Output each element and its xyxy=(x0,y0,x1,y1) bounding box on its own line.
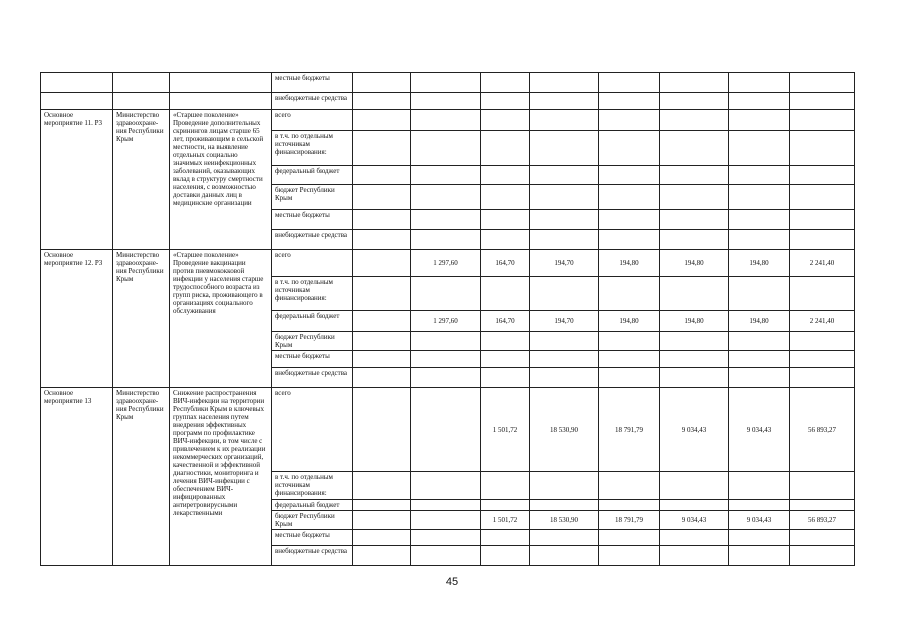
value-cell xyxy=(353,250,411,277)
value-cell xyxy=(481,277,530,311)
value-cell xyxy=(530,210,599,230)
value-cell xyxy=(411,131,481,166)
value-cell xyxy=(411,166,481,185)
value-cell xyxy=(530,351,599,368)
value-cell xyxy=(411,210,481,230)
value-cell xyxy=(729,93,790,110)
value-cell xyxy=(353,472,411,500)
value-cell: 18 791,79 xyxy=(599,511,660,530)
event-cell: Основное мероприятие 11. Р3 xyxy=(41,110,113,250)
value-cell: 194,80 xyxy=(599,311,660,332)
value-cell xyxy=(790,530,855,546)
value-cell xyxy=(411,73,481,93)
value-cell xyxy=(481,472,530,500)
value-cell xyxy=(353,388,411,472)
value-cell xyxy=(530,166,599,185)
funding-source-cell: внебюджетные средства xyxy=(272,368,353,388)
value-cell xyxy=(660,472,729,500)
value-cell xyxy=(790,131,855,166)
value-cell: 9 034,43 xyxy=(660,511,729,530)
value-cell xyxy=(790,472,855,500)
value-cell: 18 791,79 xyxy=(599,388,660,472)
value-cell xyxy=(790,500,855,511)
value-cell: 9 034,43 xyxy=(660,388,729,472)
value-cell xyxy=(353,311,411,332)
value-cell xyxy=(790,110,855,131)
value-cell: 2 241,40 xyxy=(790,250,855,277)
value-cell xyxy=(530,546,599,566)
value-cell: 18 530,90 xyxy=(530,388,599,472)
value-cell: 1 501,72 xyxy=(481,511,530,530)
funding-source-cell: федеральный бюджет xyxy=(272,500,353,511)
value-cell xyxy=(353,131,411,166)
funding-source-cell: всего xyxy=(272,110,353,131)
value-cell: 1 501,72 xyxy=(481,388,530,472)
value-cell xyxy=(599,230,660,250)
value-cell xyxy=(481,500,530,511)
value-cell xyxy=(530,332,599,351)
value-cell: 194,70 xyxy=(530,250,599,277)
value-cell: 194,80 xyxy=(660,311,729,332)
value-cell xyxy=(353,93,411,110)
value-cell xyxy=(481,131,530,166)
value-cell xyxy=(530,93,599,110)
value-cell xyxy=(729,332,790,351)
value-cell xyxy=(660,131,729,166)
value-cell xyxy=(353,277,411,311)
value-cell xyxy=(790,277,855,311)
value-cell xyxy=(411,332,481,351)
table-row xyxy=(41,73,855,93)
value-cell xyxy=(660,351,729,368)
value-cell xyxy=(353,351,411,368)
value-cell xyxy=(729,185,790,210)
value-cell xyxy=(660,210,729,230)
table-row xyxy=(41,250,855,277)
value-cell xyxy=(729,73,790,93)
value-cell xyxy=(599,73,660,93)
value-cell xyxy=(599,93,660,110)
value-cell xyxy=(599,530,660,546)
value-cell xyxy=(599,277,660,311)
value-cell: 1 297,60 xyxy=(411,250,481,277)
value-cell xyxy=(729,546,790,566)
value-cell xyxy=(353,511,411,530)
value-cell: 194,80 xyxy=(660,250,729,277)
value-cell xyxy=(599,166,660,185)
value-cell xyxy=(660,93,729,110)
value-cell xyxy=(530,73,599,93)
value-cell xyxy=(660,166,729,185)
executor-cell xyxy=(113,73,170,93)
value-cell xyxy=(411,500,481,511)
funding-source-cell: бюджет Республики Крым xyxy=(272,332,353,351)
funding-source-cell: бюджет Республики Крым xyxy=(272,185,353,210)
funding-source-cell: внебюджетные средства xyxy=(272,546,353,566)
value-cell xyxy=(790,546,855,566)
value-cell: 164,70 xyxy=(481,311,530,332)
value-cell xyxy=(481,332,530,351)
funding-source-cell: в т.ч. по отдельным источникам финансирования: xyxy=(272,472,353,500)
value-cell xyxy=(729,500,790,511)
value-cell xyxy=(729,351,790,368)
value-cell xyxy=(411,388,481,472)
value-cell xyxy=(660,530,729,546)
funding-source-cell: в т.ч. по отдельным источникам финансирования: xyxy=(272,131,353,166)
funding-source-cell: всего xyxy=(272,250,353,277)
value-cell xyxy=(729,472,790,500)
value-cell xyxy=(481,530,530,546)
value-cell xyxy=(353,110,411,131)
value-cell xyxy=(411,546,481,566)
funding-source-cell: федеральный бюджет xyxy=(272,311,353,332)
value-cell xyxy=(599,546,660,566)
value-cell xyxy=(530,472,599,500)
table-row xyxy=(41,388,855,472)
executor-cell: Министерство здравоохране-ния Республики Крым xyxy=(113,110,170,250)
value-cell: 194,80 xyxy=(729,311,790,332)
value-cell xyxy=(530,110,599,131)
value-cell xyxy=(411,230,481,250)
value-cell xyxy=(790,166,855,185)
executor-cell: Министерство здравоохране-ния Республики Крым xyxy=(113,388,170,566)
funding-source-cell: местные бюджеты xyxy=(272,210,353,230)
value-cell xyxy=(790,332,855,351)
value-cell xyxy=(481,185,530,210)
value-cell xyxy=(660,185,729,210)
value-cell xyxy=(599,368,660,388)
table-body xyxy=(41,73,855,566)
value-cell xyxy=(411,530,481,546)
value-cell xyxy=(790,73,855,93)
funding-source-cell: местные бюджеты xyxy=(272,73,353,93)
funding-source-cell: местные бюджеты xyxy=(272,351,353,368)
value-cell xyxy=(530,185,599,210)
value-cell: 1 297,60 xyxy=(411,311,481,332)
funding-source-cell: в т.ч. по отдельным источникам финансирования: xyxy=(272,277,353,311)
value-cell xyxy=(353,368,411,388)
value-cell xyxy=(729,166,790,185)
value-cell xyxy=(660,546,729,566)
value-cell xyxy=(790,368,855,388)
value-cell: 56 893,27 xyxy=(790,511,855,530)
description-cell: «Старшее поколение» Проведение дополнительных скринингов лицам старше 65 лет, проживающим в сельской местности, на выявление отдельных социально значимых неинфекционных заболеваний, оказывающих вклад в структуру смертности населения, с возможностью доставки данных лиц в медицинские организации xyxy=(170,110,272,250)
value-cell xyxy=(481,166,530,185)
value-cell xyxy=(353,500,411,511)
value-cell xyxy=(599,185,660,210)
event-cell xyxy=(41,93,113,110)
value-cell xyxy=(353,185,411,210)
value-cell xyxy=(729,368,790,388)
value-cell xyxy=(729,210,790,230)
value-cell: 18 530,90 xyxy=(530,511,599,530)
value-cell xyxy=(481,110,530,131)
value-cell xyxy=(353,230,411,250)
funding-source-cell: внебюджетные средства xyxy=(272,93,353,110)
description-cell: «Старшее поколение» Проведение вакцинации против пневмококковой инфекции у населения старше трудоспособного возраста из групп риска, проживающего в организациях социального обслуживания xyxy=(170,250,272,388)
value-cell xyxy=(729,230,790,250)
value-cell: 2 241,40 xyxy=(790,311,855,332)
value-cell xyxy=(729,530,790,546)
executor-cell: Министерство здравоохране-ния Республики Крым xyxy=(113,250,170,388)
value-cell xyxy=(660,230,729,250)
value-cell xyxy=(481,368,530,388)
value-cell xyxy=(599,131,660,166)
value-cell xyxy=(481,73,530,93)
value-cell xyxy=(660,73,729,93)
value-cell xyxy=(530,530,599,546)
description-cell xyxy=(170,93,272,110)
value-cell xyxy=(411,368,481,388)
funding-source-cell: бюджет Республики Крым xyxy=(272,511,353,530)
value-cell xyxy=(599,110,660,131)
value-cell xyxy=(353,332,411,351)
value-cell xyxy=(353,166,411,185)
table-row xyxy=(41,93,855,110)
value-cell xyxy=(481,210,530,230)
value-cell xyxy=(411,351,481,368)
value-cell xyxy=(790,185,855,210)
funding-source-cell: федеральный бюджет xyxy=(272,166,353,185)
table-row xyxy=(41,110,855,131)
value-cell xyxy=(530,277,599,311)
value-cell: 9 034,43 xyxy=(729,511,790,530)
value-cell xyxy=(790,230,855,250)
value-cell: 194,80 xyxy=(729,250,790,277)
value-cell xyxy=(599,332,660,351)
value-cell xyxy=(599,500,660,511)
value-cell xyxy=(530,500,599,511)
value-cell xyxy=(353,530,411,546)
value-cell xyxy=(530,230,599,250)
value-cell xyxy=(660,110,729,131)
value-cell xyxy=(530,368,599,388)
value-cell xyxy=(353,73,411,93)
value-cell xyxy=(411,93,481,110)
value-cell xyxy=(353,546,411,566)
value-cell xyxy=(411,472,481,500)
event-cell: Основное мероприятие 12. Р3 xyxy=(41,250,113,388)
value-cell xyxy=(411,277,481,311)
value-cell xyxy=(660,277,729,311)
value-cell: 9 034,43 xyxy=(729,388,790,472)
value-cell xyxy=(411,511,481,530)
description-cell: Снижение распространения ВИЧ-инфекции на территории Республики Крым в ключевых группах населения путем внедрения эффективных программ по профилактике ВИЧ-инфекции, в том числе с привлечением к их реализации некоммерческих организаций, качественной и эффективной диагностики, мониторинга и лечения ВИЧ-инфекции с обеспечением ВИЧ-инфицированных антиретровирусными лекарственными xyxy=(170,388,272,566)
value-cell xyxy=(481,351,530,368)
value-cell xyxy=(729,131,790,166)
value-cell xyxy=(411,110,481,131)
value-cell xyxy=(481,93,530,110)
value-cell xyxy=(411,185,481,210)
event-cell: Основное мероприятие 13 xyxy=(41,388,113,566)
value-cell xyxy=(790,351,855,368)
value-cell xyxy=(729,110,790,131)
value-cell: 194,70 xyxy=(530,311,599,332)
value-cell xyxy=(599,472,660,500)
value-cell xyxy=(353,210,411,230)
value-cell xyxy=(530,131,599,166)
value-cell xyxy=(660,332,729,351)
page-number: 45 xyxy=(445,576,459,588)
value-cell xyxy=(599,210,660,230)
budget-table xyxy=(40,72,855,566)
value-cell: 164,70 xyxy=(481,250,530,277)
funding-source-cell: внебюджетные средства xyxy=(272,230,353,250)
executor-cell xyxy=(113,93,170,110)
value-cell xyxy=(729,277,790,311)
description-cell xyxy=(170,73,272,93)
value-cell xyxy=(599,351,660,368)
value-cell xyxy=(790,93,855,110)
value-cell xyxy=(660,368,729,388)
funding-source-cell: всего xyxy=(272,388,353,472)
value-cell xyxy=(790,210,855,230)
value-cell: 56 893,27 xyxy=(790,388,855,472)
event-cell xyxy=(41,73,113,93)
value-cell: 194,80 xyxy=(599,250,660,277)
value-cell xyxy=(481,230,530,250)
funding-source-cell: местные бюджеты xyxy=(272,530,353,546)
value-cell xyxy=(481,546,530,566)
value-cell xyxy=(660,500,729,511)
